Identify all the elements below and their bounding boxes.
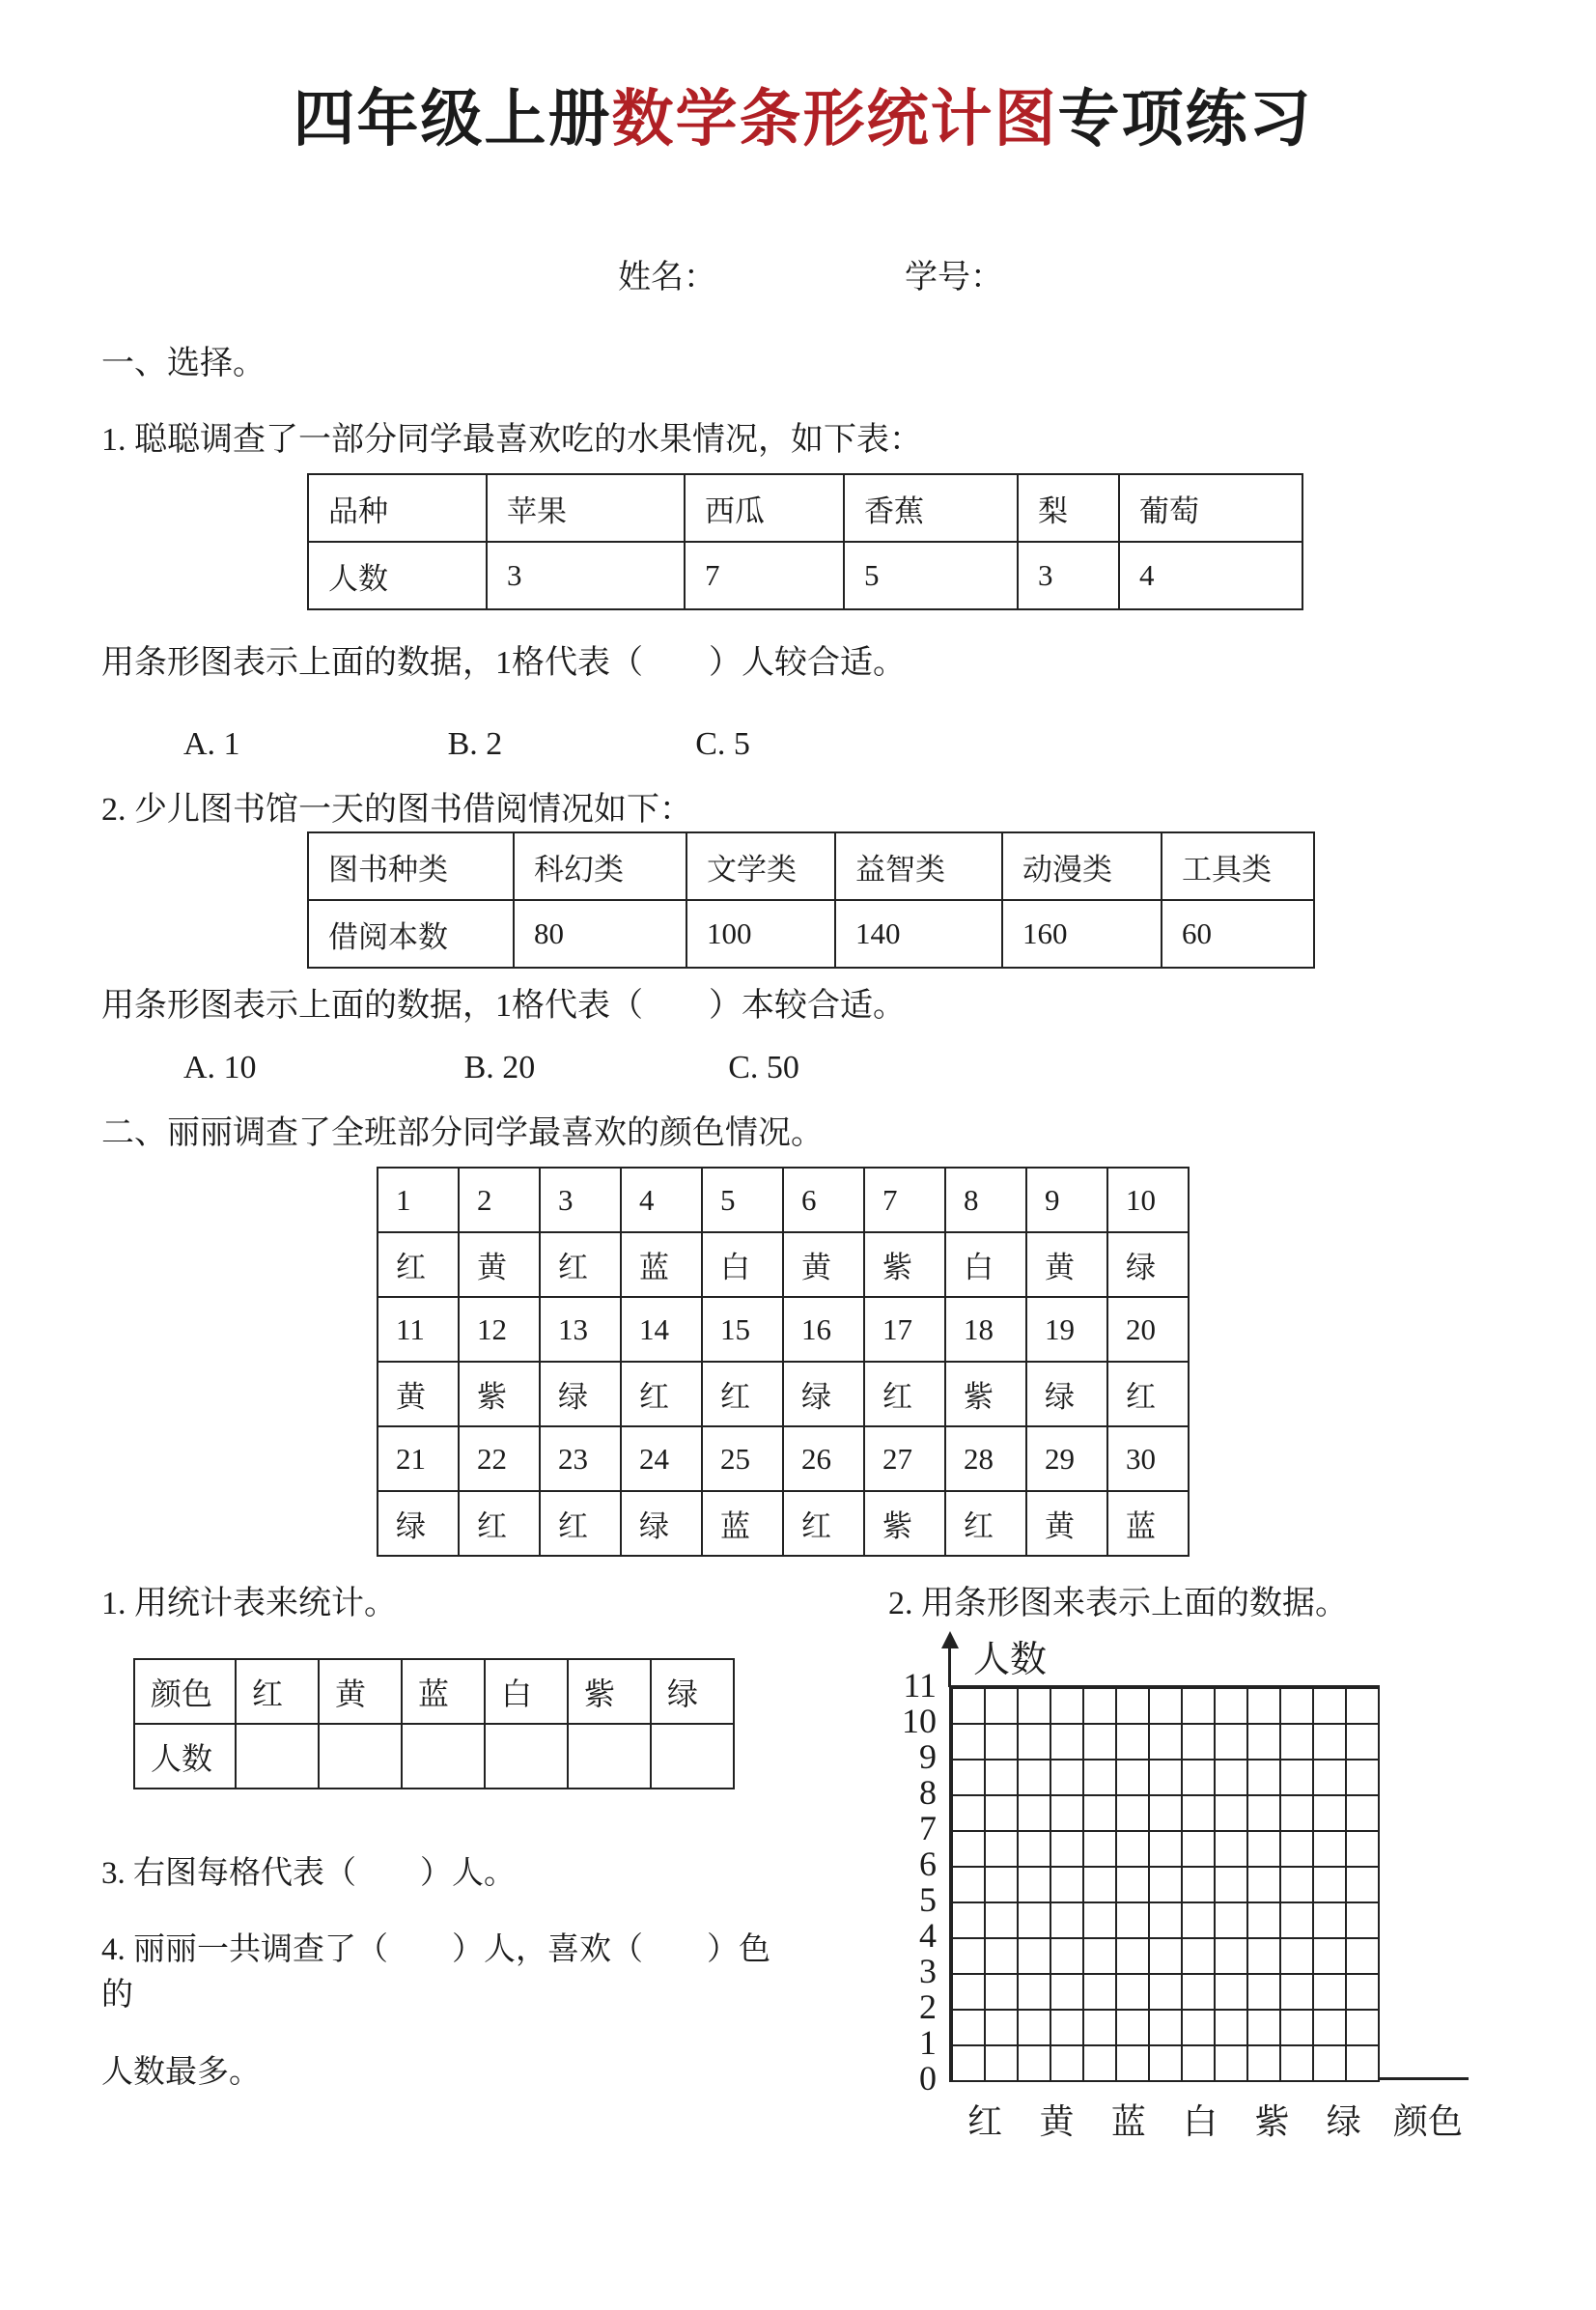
x-axis-category-label: 紫 xyxy=(1254,2102,1290,2141)
table-cell: 24 xyxy=(621,1426,702,1491)
student-id-label: 学号： xyxy=(905,260,1003,296)
x-axis-label: 颜色 xyxy=(1393,2102,1464,2141)
table-cell: 160 xyxy=(1002,900,1162,968)
x-axis-category-label: 黄 xyxy=(1039,2102,1075,2141)
table-cell: 紫 xyxy=(864,1232,945,1297)
x-axis-category-label: 白 xyxy=(1183,2102,1218,2141)
page-title xyxy=(101,0,1504,158)
y-axis-tick-label: 4 xyxy=(919,1916,937,1955)
option-a: A. 10 xyxy=(183,1050,257,1085)
y-axis-tick-label: 11 xyxy=(903,1666,937,1704)
x-axis-category-label: 蓝 xyxy=(1110,2102,1146,2141)
option-b: B. 20 xyxy=(463,1050,536,1085)
y-axis-ticks xyxy=(888,1629,942,2112)
table-cell: 动漫类 xyxy=(1002,832,1162,900)
table-cell: 紫 xyxy=(568,1659,651,1724)
y-axis-tick-label: 6 xyxy=(919,1845,937,1883)
table-cell: 绿 xyxy=(1026,1362,1107,1426)
table-cell: 17 xyxy=(864,1297,945,1362)
y-axis-tick-label: 2 xyxy=(919,1987,937,2026)
table-cell: 香蕉 xyxy=(844,474,1018,542)
table-row xyxy=(308,542,1302,609)
y-axis-tick-label: 9 xyxy=(919,1737,937,1776)
table-cell: 6 xyxy=(783,1168,864,1232)
table-cell: 黄 xyxy=(378,1362,459,1426)
table-cell: 13 xyxy=(540,1297,621,1362)
y-axis-tick-label: 5 xyxy=(919,1880,937,1919)
table-cell xyxy=(236,1724,319,1789)
color-count-table xyxy=(133,1658,735,1789)
table-cell: 红 xyxy=(864,1362,945,1426)
table-cell xyxy=(485,1724,568,1789)
table-cell: 红 xyxy=(702,1362,783,1426)
table-cell: 黄 xyxy=(1026,1491,1107,1556)
table-cell: 白 xyxy=(485,1659,568,1724)
table-cell: 葡萄 xyxy=(1119,474,1302,542)
y-axis-line xyxy=(948,1645,951,1687)
table-cell: 红 xyxy=(540,1491,621,1556)
table-cell: 3 xyxy=(487,542,685,609)
table-row xyxy=(378,1426,1189,1491)
table-cell: 红 xyxy=(783,1491,864,1556)
y-axis-label: 人数 xyxy=(973,1640,1048,1680)
table-cell: 借阅本数 xyxy=(308,900,514,968)
table-cell: 27 xyxy=(864,1426,945,1491)
table-cell: 绿 xyxy=(378,1491,459,1556)
table-cell: 红 xyxy=(540,1232,621,1297)
name-line xyxy=(618,250,1504,297)
table-cell: 4 xyxy=(621,1168,702,1232)
table-cell: 绿 xyxy=(783,1362,864,1426)
page-title-part1: 四年级上册 xyxy=(293,85,612,154)
table-cell: 蓝 xyxy=(702,1491,783,1556)
table-cell: 紫 xyxy=(864,1491,945,1556)
table-cell: 9 xyxy=(1026,1168,1107,1232)
table-cell: 红 xyxy=(378,1232,459,1297)
table-cell: 人数 xyxy=(134,1724,236,1789)
right-column xyxy=(888,1576,1506,2155)
table-cell: 60 xyxy=(1162,900,1314,968)
library-books-table xyxy=(307,831,1315,969)
table-cell: 8 xyxy=(945,1168,1026,1232)
table-cell: 3 xyxy=(540,1168,621,1232)
table-cell: 颜色 xyxy=(134,1659,236,1724)
table-cell: 5 xyxy=(844,542,1018,609)
question2-text: 2. 少儿图书馆一天的图书借阅情况如下： xyxy=(101,792,692,828)
table-cell: 梨 xyxy=(1018,474,1119,542)
table-cell: 益智类 xyxy=(835,832,1002,900)
x-axis-line xyxy=(1378,2077,1469,2080)
table-row xyxy=(378,1297,1189,1362)
table-cell: 22 xyxy=(459,1426,540,1491)
question1-text: 1. 聪聪调查了一部分同学最喜欢吃的水果情况，如下表： xyxy=(101,422,922,458)
table-row xyxy=(378,1362,1189,1426)
table-cell: 10 xyxy=(1107,1168,1189,1232)
table-cell: 23 xyxy=(540,1426,621,1491)
table-cell: 3 xyxy=(1018,542,1119,609)
section1-heading: 一、选择。 xyxy=(101,346,266,381)
table-cell: 蓝 xyxy=(1107,1491,1189,1556)
left-column xyxy=(101,1576,797,2092)
table-cell: 25 xyxy=(702,1426,783,1491)
table-cell: 西瓜 xyxy=(685,474,844,542)
question1-options xyxy=(101,726,1504,763)
table-cell: 绿 xyxy=(1107,1232,1189,1297)
table-cell: 15 xyxy=(702,1297,783,1362)
table-cell: 品种 xyxy=(308,474,487,542)
table-row xyxy=(134,1724,734,1789)
table-cell: 1 xyxy=(378,1168,459,1232)
subquestion4-text-line2: 人数最多。 xyxy=(101,2055,261,2090)
x-axis-category-labels xyxy=(949,2095,1380,2144)
page-title-part3: 专项练习 xyxy=(1057,85,1313,154)
table-cell: 紫 xyxy=(459,1362,540,1426)
y-axis-tick-label: 8 xyxy=(919,1773,937,1812)
option-b: B. 2 xyxy=(447,726,503,762)
fruit-survey-table xyxy=(307,473,1303,610)
table-cell: 红 xyxy=(621,1362,702,1426)
table-cell: 11 xyxy=(378,1297,459,1362)
table-cell: 16 xyxy=(783,1297,864,1362)
option-c: C. 50 xyxy=(728,1050,799,1085)
table-cell: 26 xyxy=(783,1426,864,1491)
table-cell: 红 xyxy=(945,1491,1026,1556)
table-cell: 4 xyxy=(1119,542,1302,609)
table-cell: 人数 xyxy=(308,542,487,609)
x-axis-category-label: 绿 xyxy=(1326,2102,1361,2141)
table-cell: 2 xyxy=(459,1168,540,1232)
table-cell: 白 xyxy=(945,1232,1026,1297)
name-label: 姓名： xyxy=(618,260,716,296)
table-cell: 白 xyxy=(702,1232,783,1297)
table-cell: 7 xyxy=(864,1168,945,1232)
question1-note: 用条形图表示上面的数据，1格代表（ ）人较合适。 xyxy=(101,645,906,681)
bottom-two-column-area xyxy=(101,1576,1504,2310)
table-cell: 科幻类 xyxy=(514,832,686,900)
table-cell: 28 xyxy=(945,1426,1026,1491)
table-cell: 蓝 xyxy=(621,1232,702,1297)
table-cell: 紫 xyxy=(945,1362,1026,1426)
table-cell: 文学类 xyxy=(686,832,835,900)
empty-bar-chart xyxy=(888,1629,1506,2155)
table-cell: 苹果 xyxy=(487,474,685,542)
table-cell: 蓝 xyxy=(402,1659,485,1724)
section2-heading: 二、丽丽调查了全班部分同学最喜欢的颜色情况。 xyxy=(101,1115,824,1151)
table-cell: 红 xyxy=(236,1659,319,1724)
table-row xyxy=(308,900,1314,968)
table-cell xyxy=(568,1724,651,1789)
table-cell: 红 xyxy=(1107,1362,1189,1426)
table-cell: 20 xyxy=(1107,1297,1189,1362)
table-cell: 18 xyxy=(945,1297,1026,1362)
y-axis-tick-label: 3 xyxy=(919,1952,937,1990)
option-c: C. 5 xyxy=(695,726,750,762)
table-cell: 30 xyxy=(1107,1426,1189,1491)
table-cell: 140 xyxy=(835,900,1002,968)
table-cell: 绿 xyxy=(621,1491,702,1556)
table-cell: 19 xyxy=(1026,1297,1107,1362)
x-axis-category-label: 红 xyxy=(967,2102,1003,2141)
question2-options xyxy=(101,1050,1504,1086)
subquestion4-text-line1: 4. 丽丽一共调查了（ ）人，喜欢（ ）色的 xyxy=(101,1932,770,2013)
y-axis-tick-label: 0 xyxy=(919,2059,937,2098)
table-cell xyxy=(402,1724,485,1789)
table-cell: 14 xyxy=(621,1297,702,1362)
color-survey-table xyxy=(377,1167,1190,1557)
table-cell: 5 xyxy=(702,1168,783,1232)
table-row xyxy=(308,832,1314,900)
table-cell: 21 xyxy=(378,1426,459,1491)
table-cell: 红 xyxy=(459,1491,540,1556)
table-row xyxy=(134,1659,734,1724)
table-cell xyxy=(319,1724,402,1789)
y-axis-tick-label: 10 xyxy=(902,1702,937,1740)
table-cell: 黄 xyxy=(319,1659,402,1724)
page-title-highlight: 数学条形统计图 xyxy=(611,85,1058,154)
table-cell: 绿 xyxy=(540,1362,621,1426)
subquestion3-text: 3. 右图每格代表（ ）人。 xyxy=(101,1856,516,1891)
table-cell: 绿 xyxy=(651,1659,734,1724)
table-cell: 工具类 xyxy=(1162,832,1314,900)
y-axis-tick-label: 7 xyxy=(919,1809,937,1847)
subquestion2-label: 2. 用条形图来表示上面的数据。 xyxy=(888,1586,1348,1621)
option-a: A. 1 xyxy=(183,726,240,762)
table-cell: 29 xyxy=(1026,1426,1107,1491)
table-cell: 80 xyxy=(514,900,686,968)
table-cell: 12 xyxy=(459,1297,540,1362)
table-row xyxy=(378,1491,1189,1556)
y-axis-tick-label: 1 xyxy=(919,2023,937,2062)
question2-note: 用条形图表示上面的数据，1格代表（ ）本较合适。 xyxy=(101,988,906,1024)
table-cell: 7 xyxy=(685,542,844,609)
table-cell: 黄 xyxy=(459,1232,540,1297)
table-row xyxy=(378,1168,1189,1232)
subquestion1-label: 1. 用统计表来统计。 xyxy=(101,1586,397,1621)
chart-grid xyxy=(949,1685,1380,2082)
table-row xyxy=(378,1232,1189,1297)
table-cell xyxy=(651,1724,734,1789)
table-cell: 黄 xyxy=(783,1232,864,1297)
table-row xyxy=(308,474,1302,542)
table-cell: 图书种类 xyxy=(308,832,514,900)
table-cell: 100 xyxy=(686,900,835,968)
table-cell: 黄 xyxy=(1026,1232,1107,1297)
